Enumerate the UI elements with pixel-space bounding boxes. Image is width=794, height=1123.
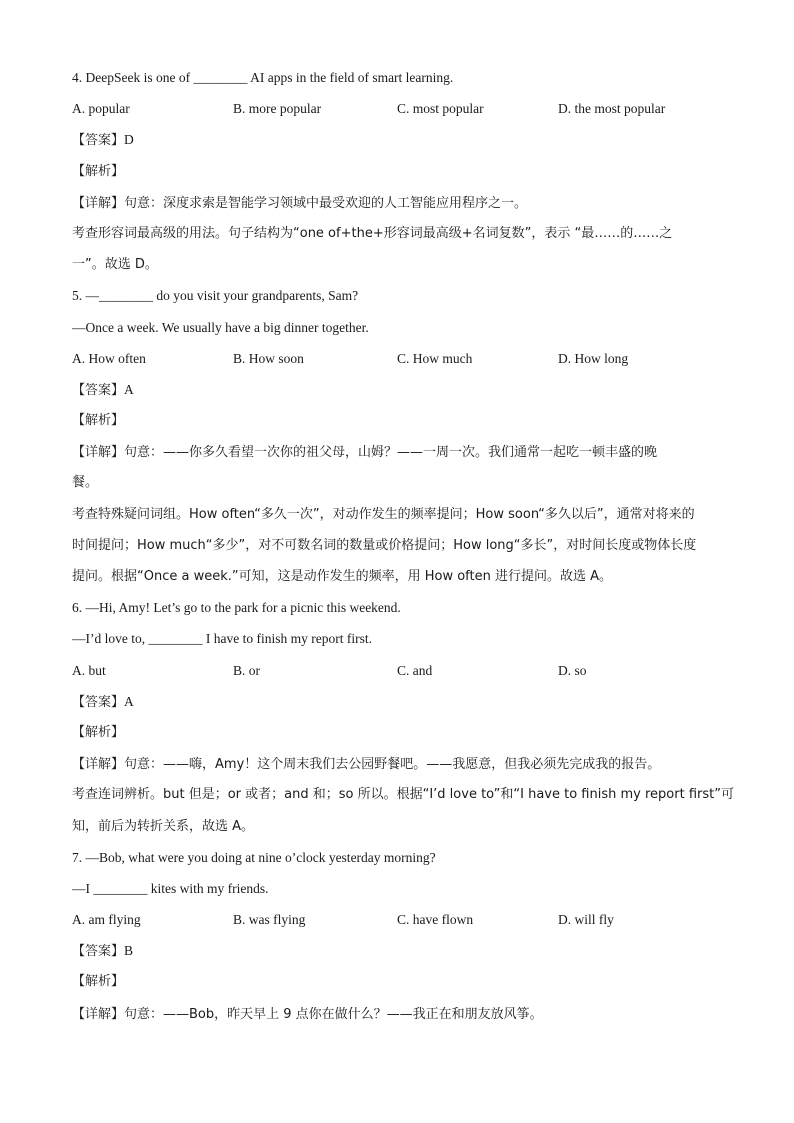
options-row — [72, 93, 722, 124]
detail-text: 句意：——Bob，昨天早上 9 点你在做什么？——我正在和朋友放风筝。 — [124, 1006, 543, 1022]
answer-label: 【答案】 — [72, 944, 125, 960]
option-c: C. How much — [397, 350, 473, 366]
detail-text: 知，前后为转折关系，故选 A。 — [72, 818, 255, 834]
question-stem: 7. —Bob, what were you doing at nine o’clock yesterday morning? — [72, 849, 436, 865]
detail-text: 句意：深度求索是智能学习领域中最受欢迎的人工智能应用程序之一。 — [124, 195, 528, 211]
option-c: C. and — [397, 662, 433, 678]
question-7 — [72, 842, 722, 1029]
detail-line — [72, 998, 722, 1029]
detail-line — [72, 748, 722, 779]
option-a: A. How often — [72, 350, 146, 366]
detail-text: 时间提问；How much“多少”，对不可数名词的数量或价格提问；How long“多长”，对时间长度或物体长度 — [72, 537, 697, 553]
option-a: A. am flying — [72, 912, 141, 928]
option-a: A. but — [72, 662, 106, 678]
options-row — [72, 655, 722, 686]
options-row — [72, 904, 722, 935]
detail-text: 考查形容词最高级的用法。句子结构为“one of+the+形容词最高级+名词复数”，表示 “最……的……之 — [72, 225, 673, 241]
document-page — [72, 62, 734, 1029]
option-b: B. or — [233, 662, 260, 678]
detail-label: 【详解】 — [72, 195, 125, 211]
question-stem: 6. —Hi, Amy! Let’s go to the park for a picnic this weekend. — [72, 600, 401, 616]
option-b: B. was flying — [233, 912, 306, 928]
detail-text: 一”。故选 D。 — [72, 257, 158, 273]
detail-text: 考查特殊疑问词组。How often“多久一次”，对动作发生的频率提问；How soon“多久以后”，通常对将来的 — [72, 506, 695, 522]
question-stem-reply: —Once a week. We usually have a big dinner together. — [72, 319, 369, 335]
answer-label: 【答案】 — [72, 133, 125, 149]
option-d: D. the most popular — [558, 101, 666, 117]
detail-text: 提问。根据“Once a week.”可知，这是动作发生的频率，用 How often 进行提问。故选 A。 — [72, 569, 613, 584]
answer-value: B — [124, 943, 134, 959]
question-6 — [72, 592, 734, 842]
detail-label: 【详解】 — [72, 757, 125, 773]
answer-label: 【答案】 — [72, 382, 125, 398]
option-a: A. popular — [72, 101, 130, 117]
detail-text: 句意：——嗨，Amy！这个周末我们去公园野餐吧。——我愿意，但我必须先完成我的报告。 — [124, 757, 661, 773]
option-d: D. will fly — [558, 912, 614, 928]
analysis-label: 【解析】 — [72, 413, 125, 429]
option-c: C. most popular — [397, 101, 484, 117]
analysis-label: 【解析】 — [72, 974, 125, 990]
analysis-label: 【解析】 — [72, 724, 125, 740]
answer-line — [72, 935, 722, 966]
answer-line — [72, 374, 722, 405]
question-stem: 4. DeepSeek is one of ________ AI apps in the field of smart learning. — [72, 70, 454, 85]
answer-value: A — [124, 381, 134, 397]
detail-label: 【详解】 — [72, 1006, 125, 1022]
detail-line — [72, 187, 722, 218]
option-b: B. more popular — [233, 101, 322, 117]
answer-value: D — [124, 132, 134, 148]
question-stem: 5. —________ do you visit your grandparents, Sam? — [72, 288, 359, 304]
option-b: B. How soon — [233, 350, 304, 366]
detail-line — [72, 436, 722, 467]
analysis-label: 【解析】 — [72, 163, 125, 179]
question-stem-reply: —I ________ kites with my friends. — [72, 880, 269, 896]
options-row — [72, 343, 722, 374]
detail-label: 【详解】 — [72, 445, 125, 461]
detail-text: 考查连词辨析。but 但是；or 或者；and 和；so 所以。根据“I’d love to”和“I have to finish my report first”可 — [72, 787, 734, 803]
question-5 — [72, 280, 722, 592]
question-4 — [72, 62, 722, 280]
answer-label: 【答案】 — [72, 694, 125, 710]
option-d: D. How long — [558, 350, 629, 366]
answer-line — [72, 124, 722, 155]
answer-line — [72, 686, 722, 717]
detail-text: 句意：——你多久看望一次你的祖父母，山姆？——一周一次。我们通常一起吃一顿丰盛的晚 — [124, 445, 658, 461]
answer-value: A — [124, 693, 134, 709]
option-d: D. so — [558, 662, 587, 678]
detail-text: 餐。 — [72, 475, 99, 491]
question-stem-reply: —I’d love to, ________ I have to finish my report first. — [72, 631, 372, 647]
option-c: C. have flown — [397, 912, 474, 928]
